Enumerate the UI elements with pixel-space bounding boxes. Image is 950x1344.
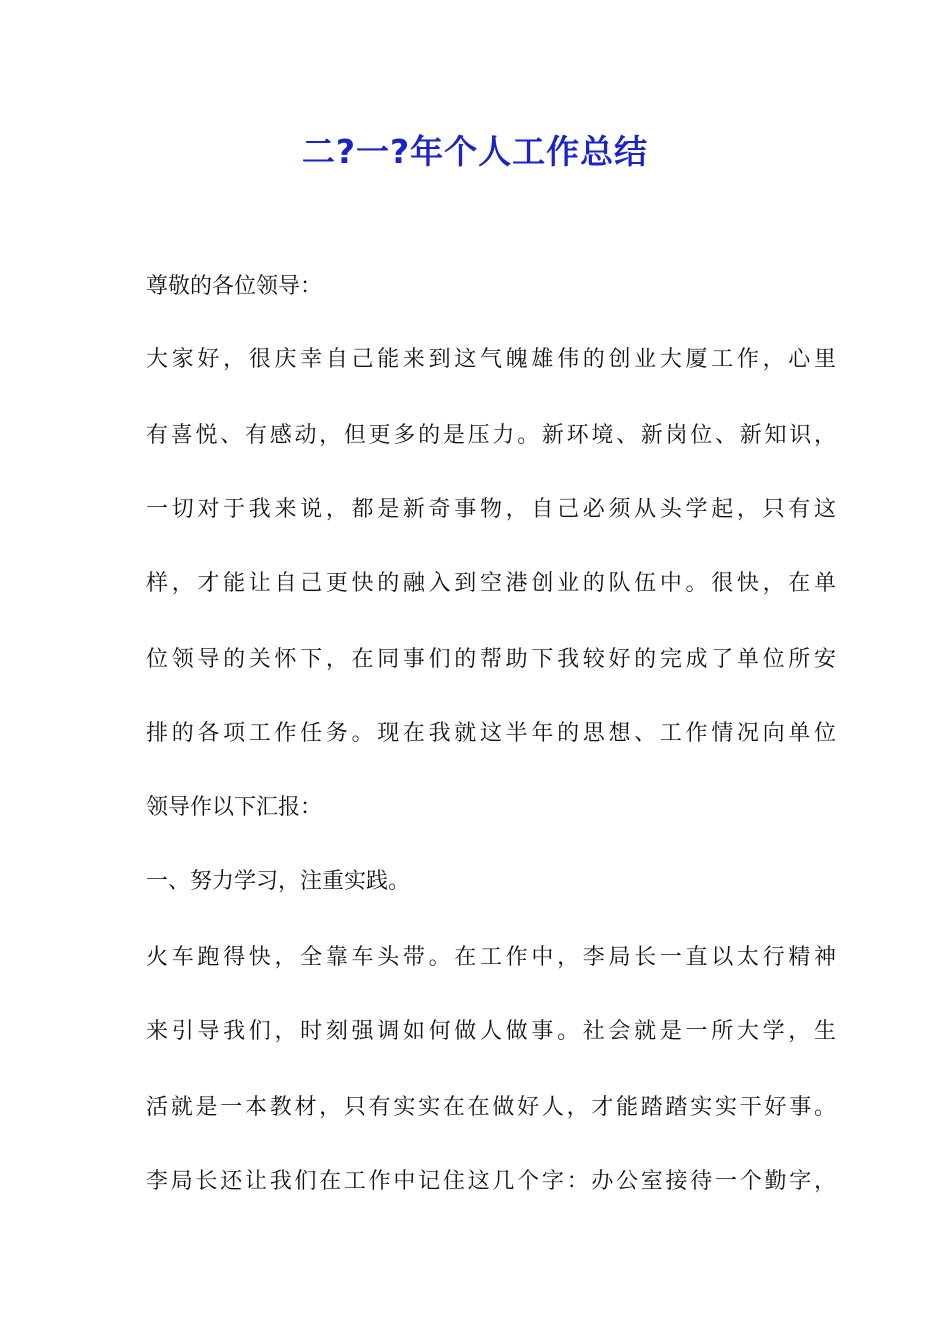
body-line: 领导作以下汇报：	[146, 795, 323, 820]
salutation-line: 尊敬的各位领导：	[146, 274, 323, 299]
body-line: 样，才能让自己更快的融入到空港创业的队伍中。很快，在单	[146, 571, 836, 596]
body-line: 李局长还让我们在工作中记住这几个字：办公室接待一个勤字，	[146, 1169, 836, 1194]
body-line: 大家好，很庆幸自己能来到这气魄雄伟的创业大厦工作，心里	[146, 347, 836, 372]
body-line: 火车跑得快，全靠车头带。在工作中，李局长一直以太行精神	[146, 945, 836, 970]
body-line: 位领导的关怀下，在同事们的帮助下我较好的完成了单位所安	[146, 647, 836, 672]
body-line: 有喜悦、有感动，但更多的是压力。新环境、新岗位、新知识，	[146, 423, 836, 448]
body-line: 一切对于我来说，都是新奇事物，自己必须从头学起，只有这	[146, 497, 836, 522]
body-line: 活就是一本教材，只有实实在在做好人，才能踏踏实实干好事。	[146, 1095, 836, 1120]
body-line: 来引导我们，时刻强调如何做人做事。社会就是一所大学，生	[146, 1019, 836, 1044]
section-heading: 一、努力学习，注重实践。	[146, 869, 411, 894]
document-title: 二?一?年个人工作总结	[301, 132, 649, 171]
body-line: 排的各项工作任务。现在我就这半年的思想、工作情况向单位	[146, 721, 836, 746]
